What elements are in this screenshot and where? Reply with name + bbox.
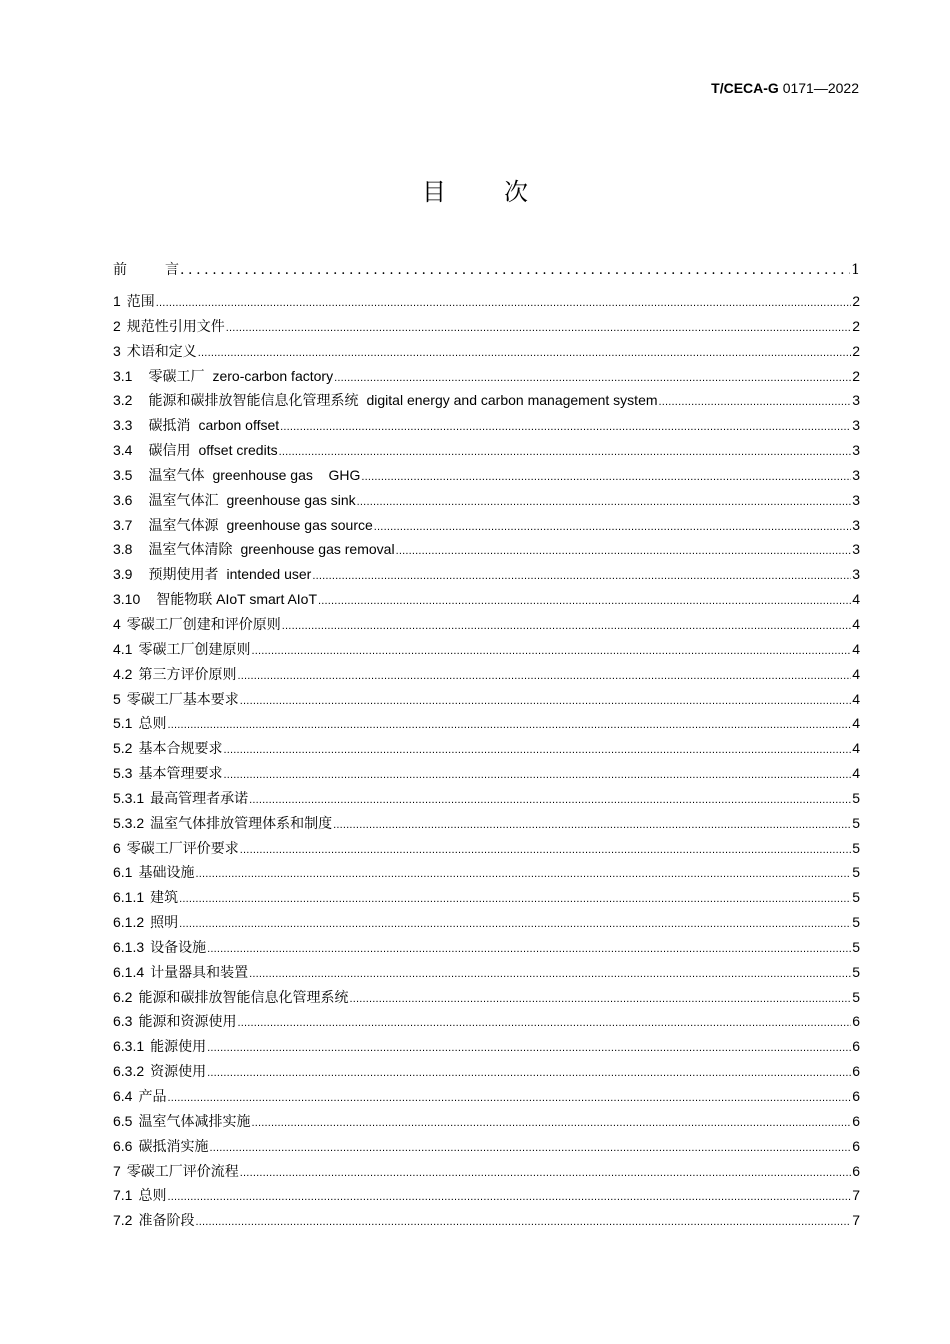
toc-page-number: 5: [852, 914, 860, 931]
leader-dots: [207, 943, 851, 955]
toc-page-number: 5: [852, 938, 860, 955]
toc-section-number: 1: [113, 293, 121, 309]
toc-section-number: 6.1.4: [113, 963, 145, 980]
leader-dots: [280, 421, 851, 433]
toc-entry-list: [113, 291, 860, 1235]
leader-dots: [209, 1142, 851, 1154]
toc-section-title: 基本合规要求: [138, 740, 223, 757]
toc-section-number: 3: [113, 342, 121, 359]
toc-entry[interactable]: [113, 515, 860, 540]
toc-page-number: 4: [852, 690, 860, 707]
toc-entry[interactable]: [113, 291, 860, 316]
leader-dots: [251, 645, 851, 657]
toc-section-title: 建筑: [150, 889, 179, 906]
toc-page-number: 2: [852, 342, 860, 359]
toc-section-title: 零碳工厂创建和评价原则: [126, 615, 281, 632]
leader-dots: [312, 570, 851, 582]
page-title: [0, 172, 950, 207]
toc-page-number: 4: [852, 715, 860, 732]
toc-section-title: 照明: [150, 914, 179, 931]
toc-entry[interactable]: [113, 887, 860, 912]
toc-section-title: 预期使用者: [148, 566, 219, 583]
leader-dots: [179, 918, 851, 930]
document-code-prefix: T/CECA-G: [711, 80, 779, 96]
toc-entry[interactable]: [113, 1061, 860, 1086]
toc-section-english-title: greenhouse gas source: [226, 516, 373, 533]
toc-entry[interactable]: [113, 1086, 860, 1111]
toc-page-number: 3: [852, 466, 860, 483]
toc-page-number: 5: [852, 789, 860, 806]
toc-section-title: 智能物联 AIoT smart AIoT: [156, 591, 318, 608]
toc-section-number: 3.2: [113, 392, 133, 409]
toc-page-number: 3: [852, 541, 860, 558]
toc-section-title: 温室气体源: [148, 516, 219, 533]
toc-entry[interactable]: [113, 1161, 860, 1186]
toc-section-number: 6.5: [113, 1112, 133, 1129]
leader-dots: [180, 262, 850, 278]
toc-section-number: 3.8: [113, 541, 133, 558]
toc-section-number: 4: [113, 615, 121, 632]
toc-section-number: 3.1: [113, 367, 133, 384]
toc-page-number: 3: [852, 442, 860, 459]
leader-dots: [167, 1191, 851, 1203]
toc-section-number: 3.3: [113, 417, 133, 434]
toc-section-number: 7.1: [113, 1187, 133, 1204]
toc-section-title: 能源和碳排放智能信息化管理系统: [138, 988, 349, 1005]
toc-entry[interactable]: [113, 1210, 860, 1235]
toc-entry[interactable]: [113, 415, 860, 440]
toc-entry[interactable]: [113, 390, 860, 415]
leader-dots: [179, 893, 851, 905]
leader-dots: [251, 1117, 851, 1129]
toc-entry[interactable]: [113, 539, 860, 564]
toc-section-title: 碳信用: [148, 442, 191, 459]
toc-section-title: 温室气体减排实施: [138, 1112, 251, 1129]
toc-page-number: 5: [852, 839, 860, 856]
toc-section-title: 计量器具和装置: [150, 963, 249, 980]
toc-section-title: 零碳工厂基本要求: [126, 690, 239, 707]
toc-section-number: 5.2: [113, 740, 133, 757]
toc-section-number: 6.1.1: [113, 889, 145, 906]
toc-section-english-title: offset credits: [198, 442, 278, 459]
leader-dots: [240, 695, 851, 707]
toc-entry[interactable]: [113, 912, 860, 937]
toc-section-title: 产品: [138, 1088, 167, 1104]
toc-section-number: 6.3.2: [113, 1063, 145, 1080]
toc-page-number: 7: [852, 1187, 860, 1204]
toc-page-number: 3: [852, 392, 860, 409]
toc-section-title: 碳抵消: [148, 417, 191, 434]
toc-section-english-title: greenhouse gas GHG: [212, 466, 361, 483]
toc-page-number: 2: [852, 317, 860, 334]
toc-section-number: 6.6: [113, 1137, 133, 1154]
leader-dots: [249, 794, 851, 806]
leader-dots: [357, 496, 852, 508]
leader-dots: [318, 595, 851, 607]
toc-section-number: 6.1.3: [113, 938, 145, 955]
leader-dots: [334, 372, 851, 384]
toc-section-number: 3.10: [113, 591, 141, 608]
toc-section-title: 零碳工厂: [148, 367, 205, 384]
toc-entry[interactable]: [113, 366, 860, 391]
toc-section-title: 范围: [126, 293, 155, 309]
toc-entry[interactable]: [113, 713, 860, 738]
toc-entry[interactable]: [113, 341, 860, 366]
toc-section-english-title: carbon offset: [198, 417, 280, 434]
toc-entry[interactable]: [113, 614, 860, 639]
leader-dots: [207, 1067, 851, 1079]
toc-entry[interactable]: [113, 465, 860, 490]
toc-section-title: 能源和碳排放智能信息化管理系统: [148, 392, 359, 409]
leader-dots: [226, 322, 851, 334]
leader-dots: [333, 819, 851, 831]
toc-entry[interactable]: [113, 490, 860, 515]
toc-section-title: 基础设施: [138, 864, 195, 881]
toc-page-number: 1: [851, 262, 860, 278]
toc-entry[interactable]: [113, 962, 860, 987]
toc-entry[interactable]: [113, 589, 860, 614]
preface-char-1: 前: [113, 262, 127, 278]
toc-entry[interactable]: [113, 838, 860, 863]
toc-entry[interactable]: [113, 937, 860, 962]
toc-section-title: 能源和资源使用: [138, 1013, 237, 1030]
leader-dots: [282, 620, 851, 632]
toc-entry[interactable]: [113, 987, 860, 1012]
leader-dots: [195, 868, 851, 880]
toc-entry[interactable]: [113, 639, 860, 664]
leader-dots: [237, 670, 851, 682]
leader-dots: [240, 1167, 851, 1179]
toc-entry[interactable]: [113, 1185, 860, 1210]
toc-page-number: 3: [852, 516, 860, 533]
leader-dots: [195, 1216, 851, 1228]
toc-entry[interactable]: [113, 1036, 860, 1061]
toc-page-number: 3: [852, 417, 860, 434]
toc-section-number: 7: [113, 1162, 121, 1179]
leader-dots: [396, 545, 852, 557]
toc-section-number: 6.1: [113, 864, 133, 881]
toc-section-title: 温室气体排放管理体系和制度: [150, 814, 333, 831]
toc-section-title: 第三方评价原则: [138, 665, 237, 682]
toc-page-number: 2: [852, 293, 860, 309]
leader-dots: [167, 719, 851, 731]
toc-section-number: 5: [113, 690, 121, 707]
toc-section-number: 3.9: [113, 566, 133, 583]
leader-dots: [349, 993, 851, 1005]
toc-page-number: 6: [852, 1162, 860, 1179]
toc-section-number: 3.4: [113, 442, 133, 459]
toc-section-number: 5.3: [113, 765, 133, 782]
leader-dots: [237, 1017, 851, 1029]
toc-section-number: 5.3.2: [113, 814, 145, 831]
toc-page-number: 5: [852, 814, 860, 831]
toc-entry[interactable]: [113, 316, 860, 341]
toc-section-english-title: digital energy and carbon management system: [366, 392, 658, 409]
toc-page-number: 5: [852, 864, 860, 881]
leader-dots: [659, 396, 852, 408]
toc-section-english-title: intended user: [226, 566, 312, 583]
toc-entry[interactable]: [113, 1111, 860, 1136]
document-code-number: 0171—2022: [778, 80, 859, 96]
toc-entry[interactable]: [113, 564, 860, 589]
toc-page-number: 5: [852, 988, 860, 1005]
toc-entry[interactable]: [113, 738, 860, 763]
toc-section-title: 基本管理要求: [138, 765, 223, 782]
toc-section-title: 零碳工厂评价要求: [126, 839, 239, 856]
toc-entry[interactable]: [113, 1011, 860, 1036]
toc-entry[interactable]: [113, 862, 860, 887]
toc-page-number: 6: [852, 1013, 860, 1030]
leader-dots: [207, 1042, 851, 1054]
toc-page-number: 4: [852, 740, 860, 757]
toc-section-title: 总则: [138, 715, 167, 732]
leader-dots: [279, 446, 852, 458]
toc-section-number: 6.3: [113, 1013, 133, 1030]
toc-section-number: 6: [113, 839, 121, 856]
preface-char-2: 言: [165, 262, 179, 278]
toc-section-title: 规范性引用文件: [126, 317, 225, 334]
toc-page-number: 4: [852, 615, 860, 632]
toc-page-number: 6: [852, 1088, 860, 1104]
toc-entry[interactable]: [113, 788, 860, 813]
toc-page-number: 4: [852, 665, 860, 682]
toc-page-number: 5: [852, 963, 860, 980]
toc-entry[interactable]: [113, 440, 860, 465]
toc-page-number: 2: [852, 367, 860, 384]
toc-section-title: 设备设施: [150, 938, 207, 955]
toc-section-number: 2: [113, 317, 121, 334]
toc-section-number: 7.2: [113, 1212, 133, 1229]
toc-section-title: 温室气体清除: [148, 541, 233, 558]
title-char-2: 次: [504, 178, 528, 206]
leader-dots: [156, 297, 851, 309]
toc-section-title: 温室气体: [148, 466, 205, 483]
toc-section-title: 碳抵消实施: [138, 1137, 209, 1154]
toc-section-english-title: greenhouse gas sink: [226, 491, 356, 508]
table-of-contents: [113, 259, 860, 1235]
toc-entry[interactable]: [113, 813, 860, 838]
leader-dots: [249, 968, 851, 980]
toc-page-number: 6: [852, 1137, 860, 1154]
toc-page-number: 5: [852, 889, 860, 906]
toc-section-title: 资源使用: [150, 1063, 207, 1080]
toc-page-number: 6: [852, 1063, 860, 1080]
toc-entry[interactable]: [113, 1136, 860, 1161]
toc-page-number: 7: [852, 1212, 860, 1229]
toc-section-number: 4.1: [113, 640, 133, 657]
toc-section-title: 温室气体汇: [148, 491, 219, 508]
leader-dots: [198, 347, 851, 359]
toc-page-number: 4: [852, 640, 860, 657]
toc-entry[interactable]: [113, 763, 860, 788]
toc-section-number: 3.7: [113, 516, 133, 533]
toc-entry-preface[interactable]: [113, 259, 860, 291]
toc-section-title: 准备阶段: [138, 1212, 195, 1229]
toc-entry[interactable]: [113, 689, 860, 714]
toc-entry[interactable]: [113, 664, 860, 689]
toc-section-number: 3.6: [113, 491, 133, 508]
toc-section-title: 最高管理者承诺: [150, 789, 249, 806]
leader-dots: [240, 844, 851, 856]
toc-page-number: 4: [852, 765, 860, 782]
toc-section-number: 5.1: [113, 715, 133, 732]
toc-page-number: 6: [852, 1112, 860, 1129]
leader-dots: [223, 744, 851, 756]
toc-page-number: 3: [852, 566, 860, 583]
toc-section-english-title: zero-carbon factory: [212, 367, 334, 384]
leader-dots: [167, 1092, 851, 1104]
toc-section-number: 5.3.1: [113, 789, 145, 806]
toc-section-number: 4.2: [113, 665, 133, 682]
toc-section-number: 6.3.1: [113, 1038, 145, 1055]
toc-section-number: 6.1.2: [113, 914, 145, 931]
toc-page-number: 6: [852, 1038, 860, 1055]
document-code: [711, 80, 859, 96]
toc-page-number: 4: [852, 591, 860, 608]
leader-dots: [361, 471, 851, 483]
toc-section-number: 3.5: [113, 466, 133, 483]
toc-section-number: 6.2: [113, 988, 133, 1005]
toc-page-number: 3: [852, 491, 860, 508]
title-char-1: 目: [422, 178, 446, 206]
toc-section-title: 总则: [138, 1187, 167, 1204]
leader-dots: [374, 521, 851, 533]
toc-section-english-title: greenhouse gas removal: [240, 541, 395, 558]
toc-section-title: 零碳工厂创建原则: [138, 640, 251, 657]
toc-section-number: 6.4: [113, 1088, 133, 1104]
toc-section-title: 能源使用: [150, 1038, 207, 1055]
toc-section-title: 零碳工厂评价流程: [126, 1162, 239, 1179]
toc-section-title: 术语和定义: [126, 342, 197, 359]
leader-dots: [223, 769, 851, 781]
